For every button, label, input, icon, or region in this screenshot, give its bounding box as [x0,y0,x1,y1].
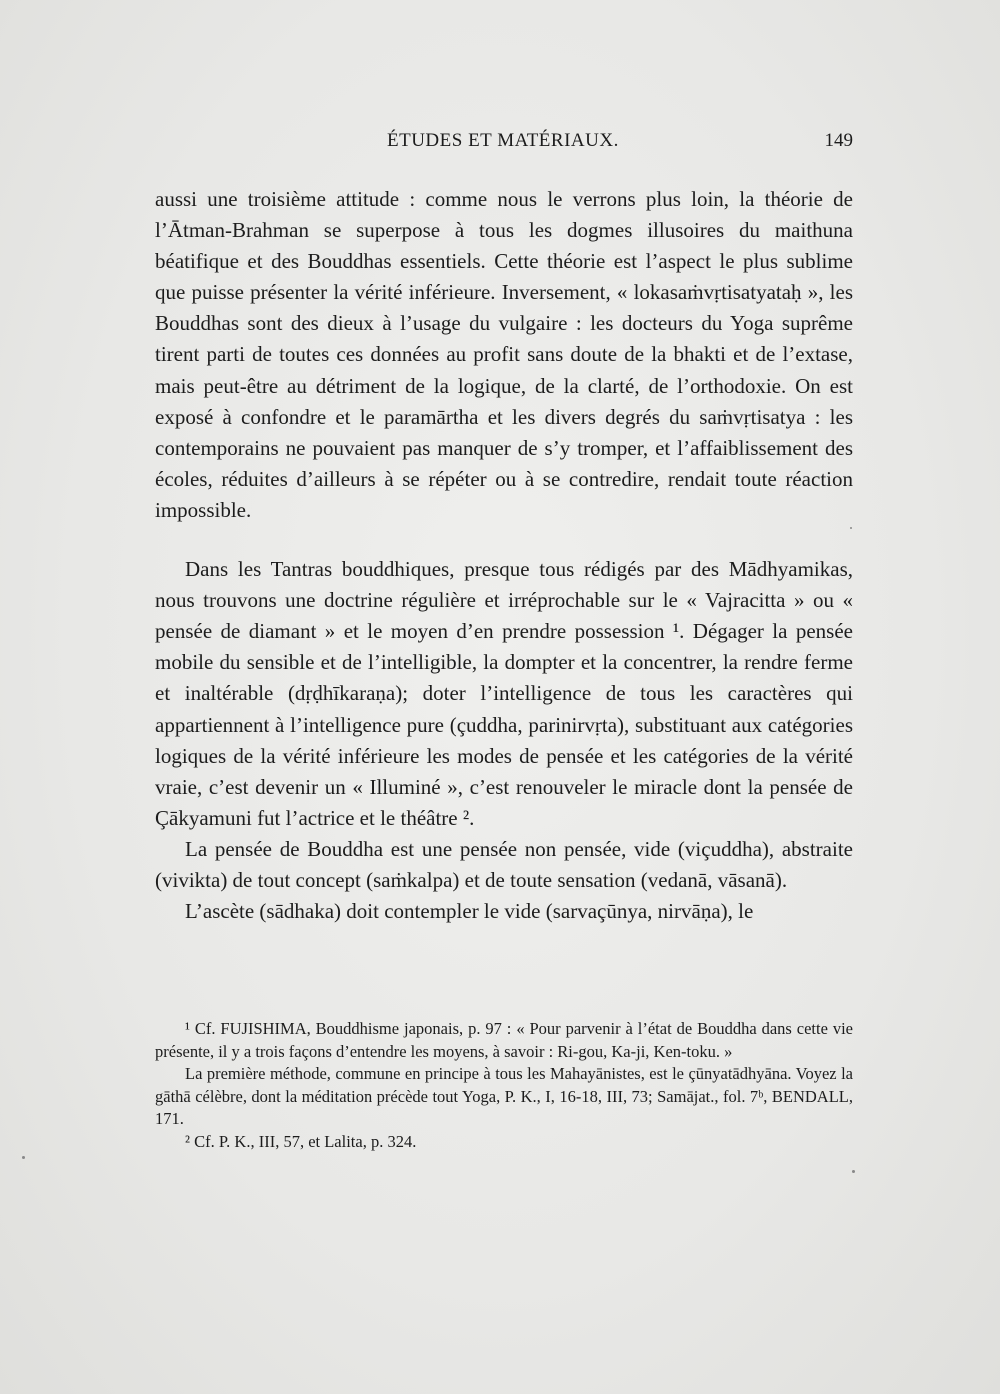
footnote: ² Cf. P. K., III, 57, et Lalita, p. 324. [185,1131,417,1151]
main-text [155,184,853,927]
page-header [155,130,853,160]
paragraph: L’ascète (sādhaka) doit contempler le vide (sarvaçūnya, nirvāṇa), le [185,899,754,924]
footnote: ¹ Cf. FUJISHIMA, Bouddhisme japonais, p. 97 : « Pour parvenir à l’état de Bouddha dans cette vie présente, il y a trois façons d’entendre les moyens, à savoir : Ri-gou, Ka-ji, Ken-toku. » [155,1019,853,1061]
footnote: La première méthode, commune en principe à tous les Mahayānistes, est le çūnyatādhyāna. Voyez la gāthā célèbre, dont la méditation précède tout Yoga, P. K., I, 16-18, III, 73; Samājat., fol. 7ᵇ, BENDALL, 171. [155,1064,853,1128]
paper-speck [22,1156,25,1159]
footnotes [155,1018,853,1153]
paper-speck [852,1170,855,1173]
paragraph: aussi une troisième attitude : comme nous le verrons plus loin, la théorie de l’Ātman-Brahman se superpose à tous les dogmes illusoires du maithuna béatifique et des Bouddhas essentiels. Cette théorie est l’aspect le plus sublime que puisse présenter la vérité inférieure. Inversement, « lokasaṁvṛtisatyataḥ », les Bouddhas sont des dieux à l’usage du vulgaire : les docteurs du Yoga suprême tirent parti de toutes ces données au profit sans doute de la bhakti et de l’extase, mais peut-être au détriment de la logique, de la clarté, de l’orthodoxie. On est exposé à confondre et le paramārtha et les divers degrés du saṁvṛtisatya : les contemporains ne pouvaient pas manquer de s’y tromper, et l’affaiblissement des écoles, réduites d’ailleurs à se répéter ou à se contredire, rendait toute réaction impossible. [155,187,853,522]
paragraph: Dans les Tantras bouddhiques, presque tous rédigés par des Mādhyamikas, nous trouvons une doctrine régulière et irréprochable sur le « Vajracitta » ou « pensée de diamant » et le moyen d’en prendre possession ¹. Dégager la pensée mobile du sensible et de l’intelligible, la dompter et la concentrer, la rendre ferme et inaltérable (dṛḍhīkaraṇa); doter l’intelligence de tous les caractères qui appartiennent à l’intelligence pure (çuddha, parinirvṛta), substituant aux catégories logiques de la vérité inférieure les modes de pensée et les catégories de la vérité vraie, c’est devenir un « Illuminé », c’est renouveler le miracle dont la pensée de Çākyamuni fut l’actrice et le théâtre ². [155,557,853,830]
paragraph: La pensée de Bouddha est une pensée non pensée, vide (viçuddha), abstraite (vivikta) de tout concept (saṁkalpa) et de toute sensation (vedanā, vāsanā). [155,836,853,892]
running-title: ÉTUDES ET MATÉRIAUX. [387,130,619,151]
paper-speck [850,527,852,529]
page-number: 149 [824,130,853,151]
